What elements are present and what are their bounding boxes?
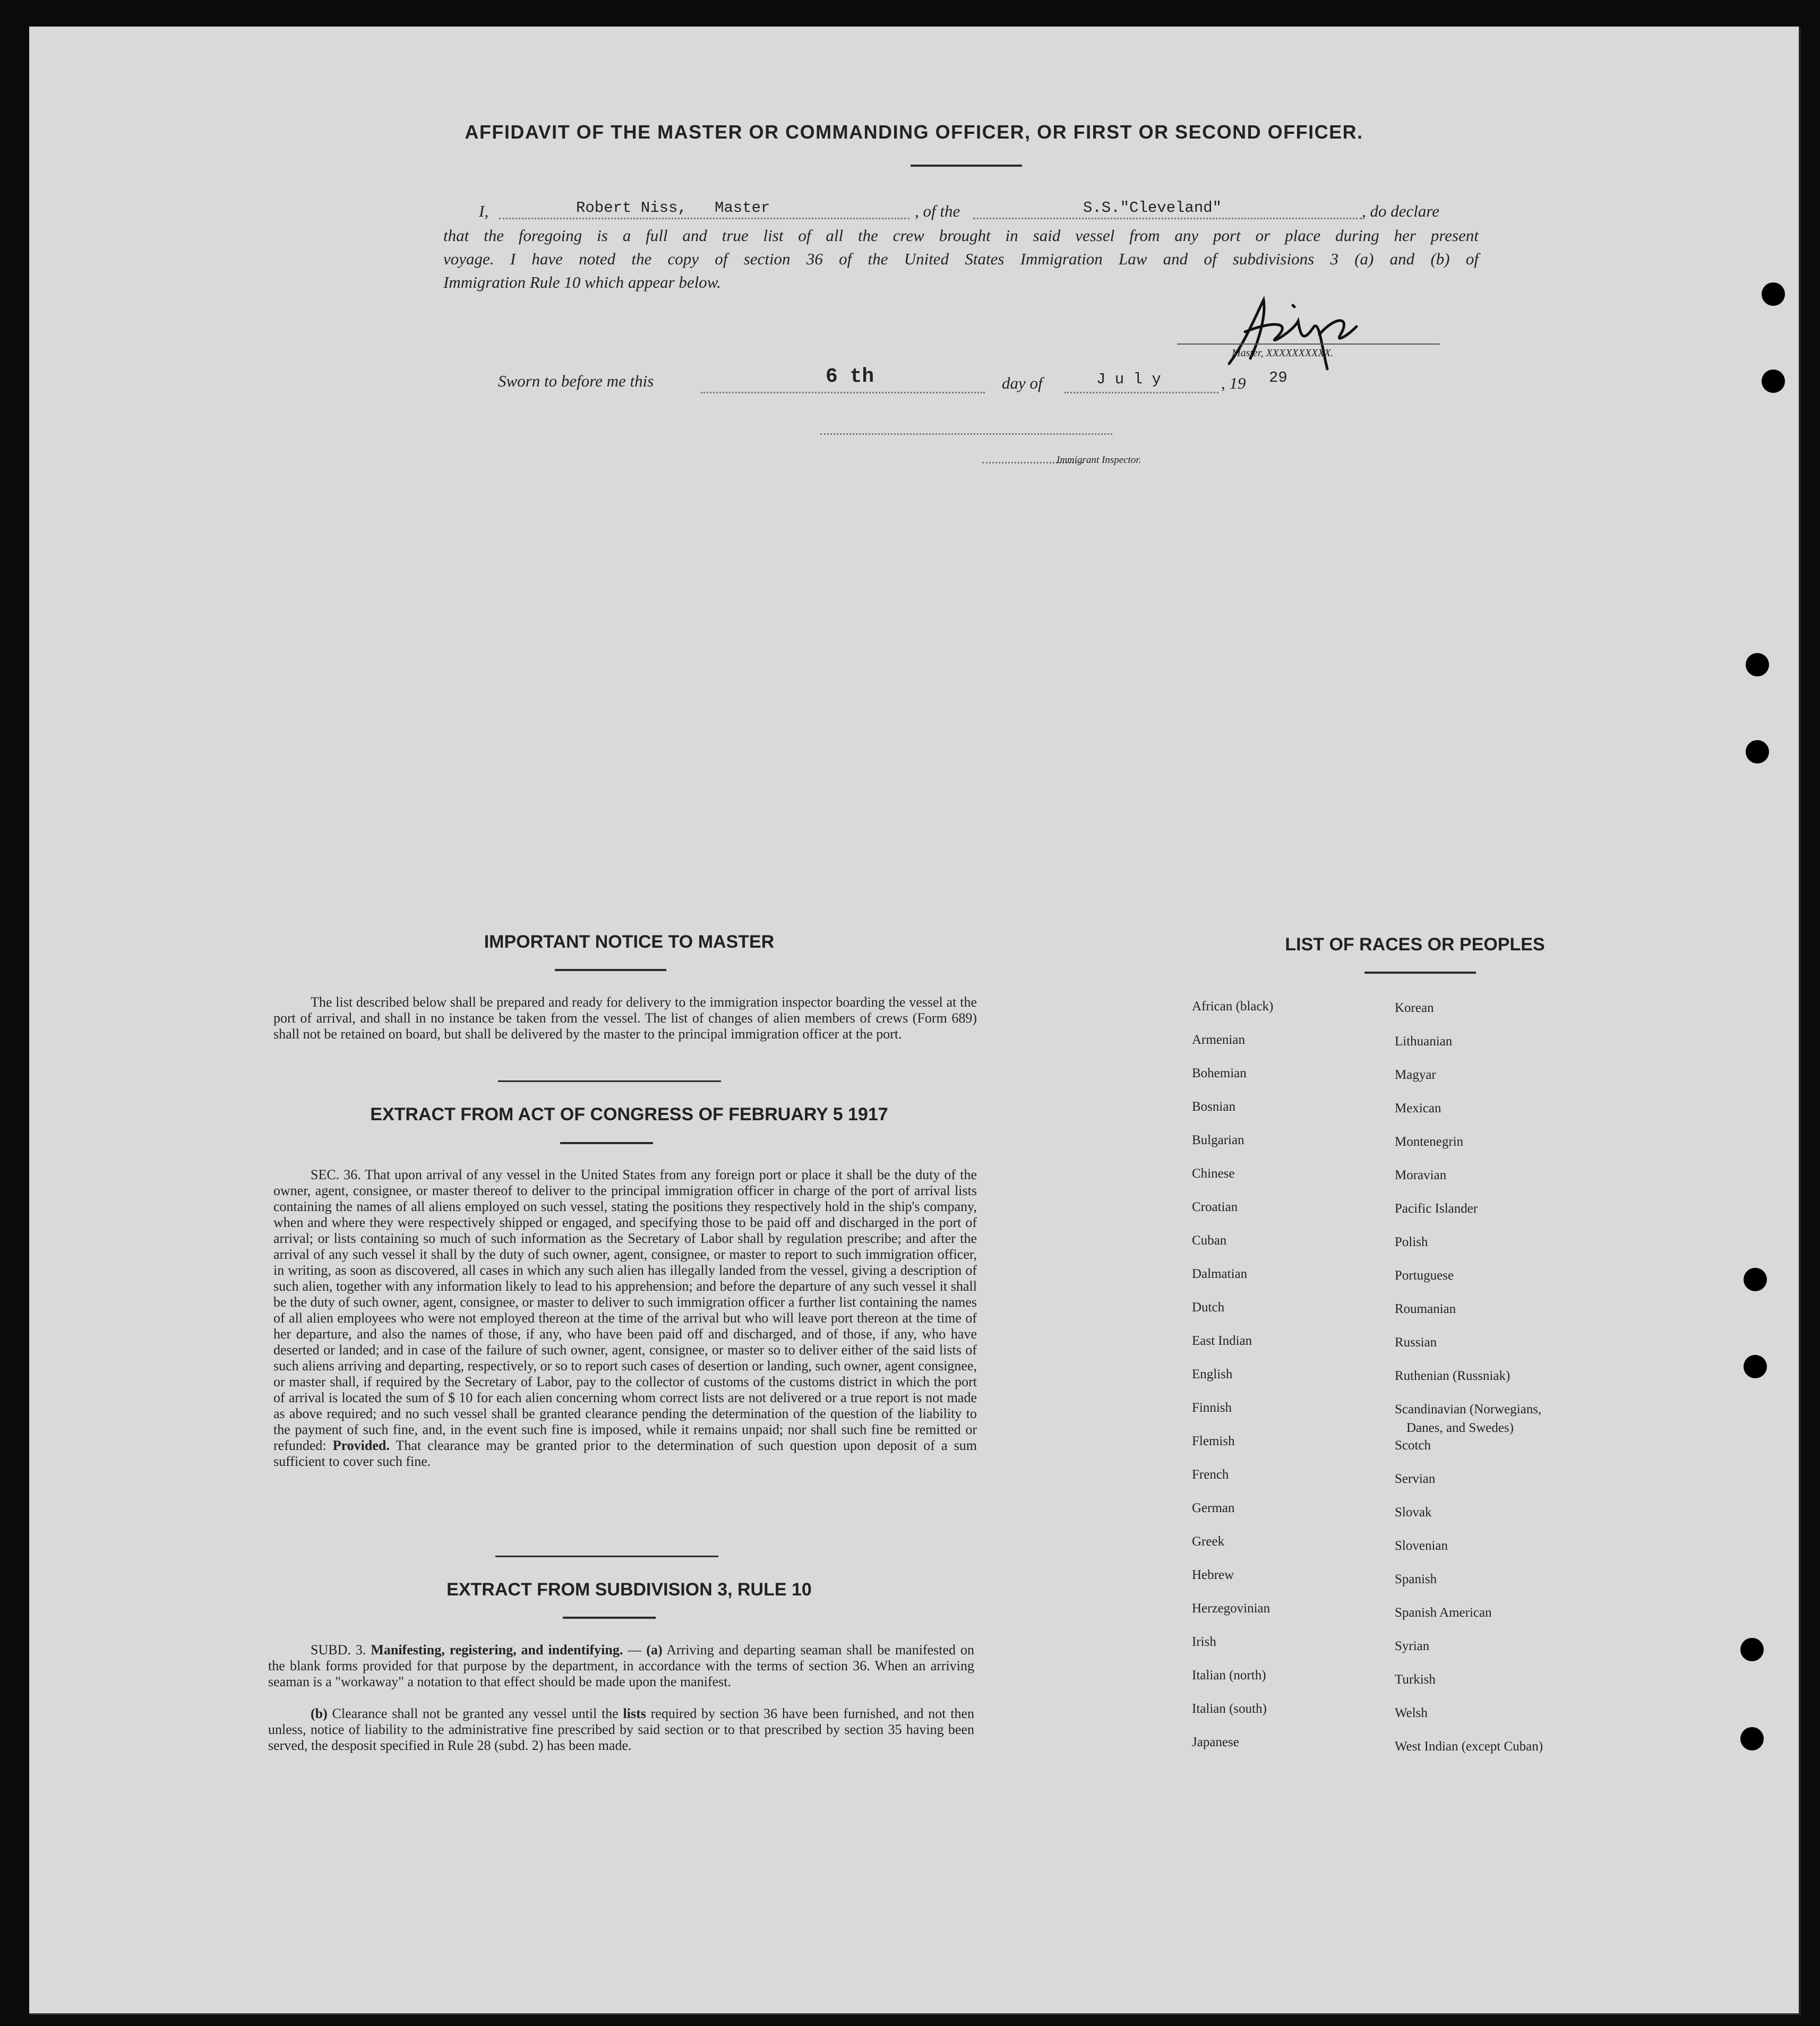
- year-prefix: , 19: [1221, 374, 1246, 392]
- race-item: Chinese: [1192, 1166, 1235, 1181]
- day-dotted-line: [701, 392, 985, 393]
- declaration-line-4: Immigration Rule 10 which appear below.: [443, 273, 721, 291]
- month-value: J u l y: [1096, 371, 1161, 388]
- i-label: I,: [479, 202, 489, 220]
- subd-a-text: Arriving and departing seaman shall be manifested on the blank forms provided for that purpose by the department, in accordance with the terms of section 36. When an arriving seaman is a "workaway" a notation to that effect should be made upon the manifest.: [268, 1642, 975, 1689]
- month-dotted-line: [1064, 392, 1218, 393]
- race-item: Korean: [1395, 1001, 1434, 1015]
- act-body-text-end: That clearance may be granted prior to the determination of such question upon deposit of a sum sufficient to cover such fine.: [273, 1438, 977, 1469]
- notice-title-rule: [555, 969, 666, 971]
- race-item: Hebrew: [1192, 1568, 1234, 1582]
- race-item: Lithuanian: [1395, 1034, 1453, 1049]
- day-of-label: day of: [1002, 374, 1043, 392]
- race-item: East Indian: [1192, 1334, 1252, 1348]
- race-item: Welsh: [1395, 1706, 1428, 1720]
- race-item: Slovenian: [1395, 1539, 1448, 1553]
- day-value: 6 th: [826, 365, 874, 388]
- notice-title: IMPORTANT NOTICE TO MASTER: [484, 932, 775, 952]
- race-item: Scotch: [1395, 1438, 1431, 1453]
- race-item: Armenian: [1192, 1033, 1245, 1047]
- race-item: Magyar: [1395, 1068, 1436, 1082]
- declaration-line-3: voyage. I have noted the copy of section 36 of the United States Immigration Law and of subdivisions 3 (a) and (b) of: [443, 250, 1479, 268]
- race-item: Montenegrin: [1395, 1135, 1464, 1149]
- race-item: Bohemian: [1192, 1066, 1247, 1080]
- race-item: Russian: [1395, 1335, 1437, 1350]
- race-item: Flemish: [1192, 1434, 1235, 1448]
- race-item: Dalmatian: [1192, 1267, 1248, 1281]
- race-item: Scandinavian (Norwegians,: [1395, 1402, 1542, 1417]
- affidavit-title-rule: [911, 165, 1022, 167]
- affidavit-title: AFFIDAVIT OF THE MASTER OR COMMANDING OFFICER, OR FIRST OR SECOND OFFICER.: [465, 121, 1363, 143]
- binder-hole: [1762, 282, 1785, 306]
- act-body: [273, 1167, 977, 1470]
- subd-dash: —: [623, 1642, 647, 1658]
- vessel-value: S.S."Cleveland": [1083, 199, 1222, 217]
- races-title-rule: [1364, 972, 1476, 974]
- signature-line: [1177, 344, 1440, 345]
- subd-b-text: Clearance shall not be granted any vessel until the: [332, 1706, 619, 1721]
- race-item: Polish: [1395, 1235, 1428, 1249]
- subd-a-label: (a): [646, 1642, 663, 1658]
- act-provided-word: Provided.: [332, 1438, 390, 1453]
- subd-b-label: (b): [311, 1706, 328, 1721]
- vessel-dotted-line: [973, 218, 1362, 219]
- race-item: Croatian: [1192, 1200, 1238, 1214]
- subd-heading: Manifesting, registering, and indentifying.: [371, 1642, 623, 1658]
- subd-b-lists-word: lists: [623, 1706, 646, 1721]
- race-item: Turkish: [1395, 1672, 1436, 1687]
- race-item: Spanish: [1395, 1572, 1437, 1586]
- year-value: 29: [1269, 369, 1287, 387]
- name-dotted-line: [499, 218, 909, 219]
- race-item: Bosnian: [1192, 1100, 1235, 1114]
- race-item: Danes, and Swedes): [1406, 1421, 1514, 1435]
- race-item: French: [1192, 1467, 1229, 1482]
- race-item: Slovak: [1395, 1505, 1432, 1520]
- race-item: Roumanian: [1395, 1302, 1456, 1316]
- binder-hole: [1746, 653, 1769, 676]
- race-item: Pacific Islander: [1395, 1201, 1478, 1216]
- binder-hole: [1740, 1638, 1764, 1661]
- sworn-label: Sworn to before me this: [498, 372, 654, 390]
- binder-hole: [1762, 370, 1785, 393]
- act-title: EXTRACT FROM ACT OF CONGRESS OF FEBRUARY 5 1917: [370, 1104, 888, 1124]
- race-item: West Indian (except Cuban): [1395, 1739, 1543, 1754]
- race-item: Japanese: [1192, 1735, 1239, 1749]
- race-item: English: [1192, 1367, 1233, 1381]
- race-item: Spanish American: [1395, 1606, 1492, 1620]
- notice-divider: [498, 1080, 721, 1082]
- race-item: Irish: [1192, 1635, 1216, 1649]
- act-title-rule: [560, 1142, 653, 1144]
- declaration-line-2: that the foregoing is a full and true list of all the crew brought in said vessel from any port or place during her present: [443, 226, 1479, 245]
- signer-title-label: Master, XXXXXXXXXX.: [1232, 347, 1334, 359]
- race-item: Dutch: [1192, 1300, 1225, 1315]
- subd-label: SUBD. 3.: [311, 1642, 366, 1658]
- binder-hole: [1740, 1727, 1764, 1750]
- race-item: Cuban: [1192, 1233, 1227, 1248]
- race-item: Ruthenian (Russniak): [1395, 1369, 1510, 1383]
- race-item: Servian: [1395, 1472, 1436, 1486]
- subd-b-text-end: required by section 36 have been furnished, and not then unless, notice of liability to the administrative fine prescribed by said section or to that prescribed by section 35 having been served, the desposit specified in Rule 28 (subd. 2) has been made.: [268, 1706, 974, 1753]
- race-item: Italian (south): [1192, 1702, 1267, 1716]
- race-item: Mexican: [1395, 1101, 1441, 1115]
- race-item: Bulgarian: [1192, 1133, 1244, 1147]
- binder-hole: [1746, 740, 1769, 763]
- notice-body: The list described below shall be prepared and ready for delivery to the immigration inspector boarding the vessel at the port of arrival, and shall in no instance be taken from the vessel. The list of changes of alien members of crews (Form 689) shall not be retained on board, but shall be delivered by the master to the principal immigration officer at the port.: [273, 994, 977, 1042]
- races-title: LIST OF RACES OR PEOPLES: [1285, 934, 1545, 955]
- binder-hole: [1744, 1268, 1767, 1291]
- race-item: German: [1192, 1501, 1235, 1515]
- name-value: Robert Niss, Master: [576, 199, 770, 217]
- inspector-label: Immigrant Inspector.: [1057, 454, 1141, 466]
- race-item: Syrian: [1395, 1639, 1430, 1653]
- form-sheet: [29, 27, 1801, 2015]
- act-divider: [495, 1556, 718, 1557]
- of-the-label: , of the: [915, 202, 960, 220]
- master-signature: [1213, 284, 1388, 380]
- act-body-text: SEC. 36. That upon arrival of any vessel in the United States from any foreign port or place it shall be the duty of the owner, agent, consignee, or master thereof to deliver to the principal immigration officer in charge of the port of arrival lists containing the names of all aliens employed on such vessel, stating the positions they respectively hold in the ship's company, when and where they were respectively shipped or engaged, and specifying those to be paid off and discharged in the port of arrival; or lists containing so much of such information as the Secretary of Labor shall by regulation prescribe; and after the arrival of any such vessel it shall by the duty of such owner, agent, consignee, or master to report to such immigration officer, in writing, as soon as discovered, all cases in which any such alien has illegally landed from the vessel, giving a description of such alien, together with any information likely to lead to his apprehension; and before the departure of any such vessel it shall be the duty of such owner, agent, consignee, or master to deliver to such immigration officer a further list containing the names of all alien employees who were not employed thereon at the time of the arrival but who will leave port thereon at the time of her departure, and also the names of those, if any, who have been paid off and discharged, and of those, if any, who have deserted or landed; and in case of the failure of such owner, agent, consignee, or master so to deliver either of the said lists of such aliens arriving and departing, respectively, or so to report such cases of desertion or landing, such owner, agent consignee, or master shall, if required by the Secretary of Labor, pay to the collector of customs of the customs district in which the port of arrival is located the sum of $ 10 for each alien concerning whom correct lists are not delivered or a true report is not made as above required; and no such vessel shall be granted clearance pending the determination of the question of the liability to the payment of such fine, and, in the event such fine is imposed, while it remains unpaid; nor shall such fine be remitted or refunded:: [273, 1167, 977, 1453]
- race-item: African (black): [1192, 999, 1274, 1014]
- race-item: Italian (north): [1192, 1668, 1266, 1682]
- race-item: Finnish: [1192, 1401, 1232, 1415]
- binder-hole: [1744, 1355, 1767, 1378]
- inspector-signature-line: [820, 433, 1112, 435]
- rule-title: EXTRACT FROM SUBDIVISION 3, RULE 10: [447, 1579, 812, 1600]
- rule-title-rule: [563, 1617, 656, 1619]
- rule-subd-b: [268, 1706, 974, 1754]
- race-item: Portuguese: [1395, 1268, 1454, 1283]
- race-item: Greek: [1192, 1534, 1225, 1549]
- race-item: Moravian: [1395, 1168, 1447, 1182]
- do-declare-label: , do declare: [1362, 202, 1440, 220]
- race-item: Herzegovinian: [1192, 1601, 1270, 1616]
- rule-subd-a: [268, 1642, 974, 1690]
